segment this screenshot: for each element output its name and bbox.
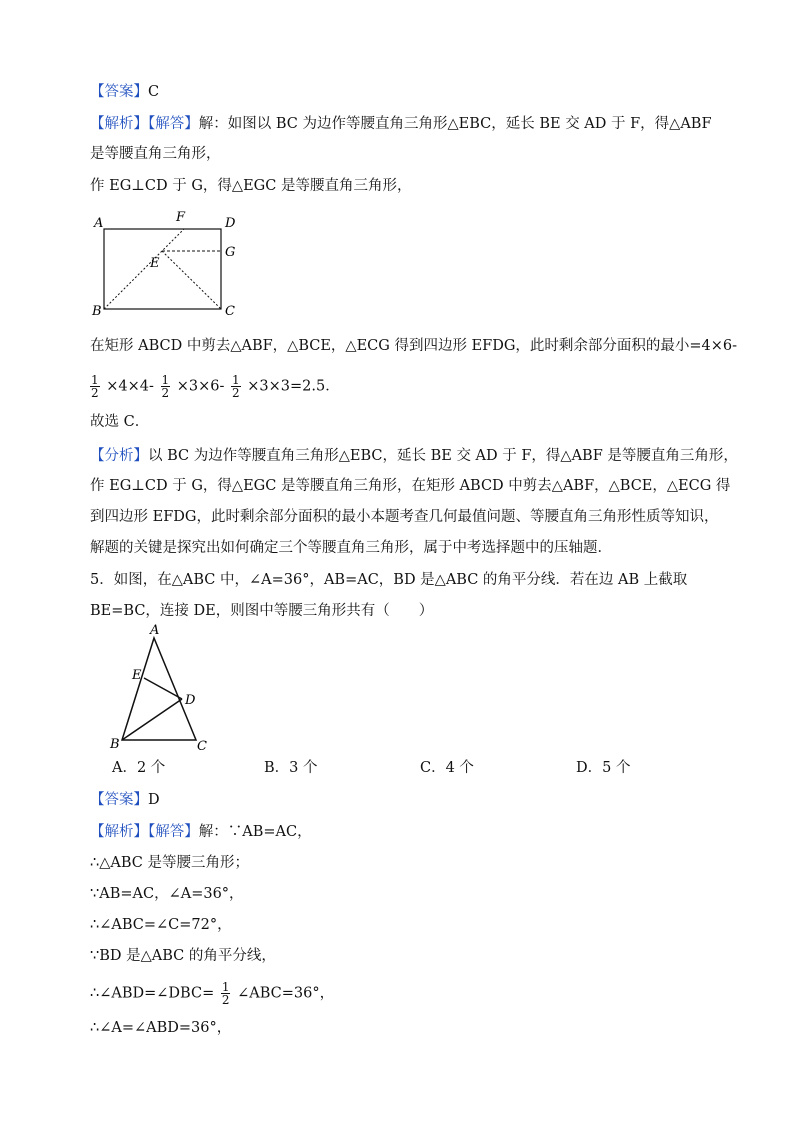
triangle-abc xyxy=(122,638,196,740)
solution-line-4: 在矩形 ABCD 中剪去△ABF，△BCE，△ECG 得到四边形 EFDG，此时剩余部分面积的最小=4×6- xyxy=(90,338,738,354)
label-b: B xyxy=(110,737,120,752)
label-e: E xyxy=(132,668,142,683)
option-d: D．5 个 xyxy=(576,760,631,776)
solution2-line-2: ∴△ABC 是等腰三角形； xyxy=(90,855,249,871)
answer-value: D xyxy=(148,792,160,808)
analysis-line-4: 解题的关键是探究出如何确定三个等腰直角三角形，属于中考选择题中的压轴题． xyxy=(90,540,612,556)
answer-tag: 【答案】 xyxy=(90,792,148,808)
solution-line-2: 是等腰直角三角形， xyxy=(90,146,221,162)
label-a: A xyxy=(150,623,160,638)
analysis-line-2: 作 EG⊥CD 于 G，得△EGC 是等腰直角三角形，在矩形 ABCD 中剪去△ABF，△BCE，△ECG 得 xyxy=(90,478,731,494)
solution2-line-3: ∵AB=AC，∠A=36°， xyxy=(90,886,244,902)
analysis-tag: 【解析】 xyxy=(90,116,148,132)
option-c: C．4 个 xyxy=(420,760,474,776)
rectangle-figure xyxy=(88,205,248,320)
solution-tag: 【解答】 xyxy=(148,116,199,132)
label-d: D xyxy=(225,216,236,231)
analysis-line-1: 【分析】以 BC 为边作等腰直角三角形△EBC，延长 BE 交 AD 于 F，得△ABF 是等腰直角三角形， xyxy=(90,448,738,464)
analysis-tag: 【解析】 xyxy=(90,824,148,840)
solution2-line-7: ∴∠A=∠ABD=36°， xyxy=(90,1020,232,1036)
fraction-half: $\frac{1}{2}$ xyxy=(232,373,240,400)
label-e: E xyxy=(150,256,160,271)
fraction-half: $\frac{1}{2}$ xyxy=(161,373,170,400)
answer-tag: 【答案】 xyxy=(90,84,148,100)
label-f: F xyxy=(176,210,186,225)
solution-line-6: 故选 C． xyxy=(90,414,150,430)
rectangle-abcd xyxy=(104,229,221,309)
line-bf xyxy=(104,229,184,309)
label-d: D xyxy=(185,693,196,708)
triangle-figure xyxy=(104,622,214,754)
solution-line-1 xyxy=(90,114,712,134)
solution2-line-4: ∴∠ABC=∠C=72°， xyxy=(90,917,232,933)
solution2-line-1: 【解析】【解答】解：∵AB=AC， xyxy=(90,824,312,840)
solution-formula: $\frac{1}{2}$ ×4×4- $\frac{1}{2}$ ×3×6- $\frac{1}{2}$ ×3×3=2.5． xyxy=(91,373,340,400)
line-ed xyxy=(144,678,182,699)
fraction-half: $\frac{1}{2}$ xyxy=(221,980,230,1007)
fraction-half: $\frac{1}{2}$ xyxy=(91,373,99,400)
option-a: A．2 个 xyxy=(112,760,166,776)
solution2-line-6: ∴∠ABD=∠DBC= $\frac{1}{2}$ ∠ABC=36°， xyxy=(90,980,335,1007)
answer-line-1 xyxy=(90,82,159,102)
solution-text: 解：如图以 BC 为边作等腰直角三角形△EBC，延长 BE 交 AD 于 F，得△ABF xyxy=(198,116,712,132)
label-a: A xyxy=(94,216,104,231)
label-c: C xyxy=(225,304,235,319)
label-b: B xyxy=(92,304,102,319)
question-5-line-1: 5．如图，在△ABC 中，∠A=36°，AB=AC，BD 是△ABC 的角平分线．若在边 AB 上截取 xyxy=(90,572,688,588)
answer-line-2 xyxy=(90,790,160,810)
label-c: C xyxy=(197,739,207,754)
solution2-line-5: ∵BD 是△ABC 的角平分线， xyxy=(90,948,276,964)
solution-line-3: 作 EG⊥CD 于 G，得△EGC 是等腰直角三角形， xyxy=(90,178,412,194)
label-g: G xyxy=(225,245,236,260)
line-ec xyxy=(162,251,221,309)
analysis-line-3: 到四边形 EFDG，此时剩余部分面积的最小本题考查几何最值问题、等腰直角三角形性质等知识， xyxy=(90,509,719,525)
line-bd xyxy=(122,699,182,740)
option-b: B．3 个 xyxy=(264,760,318,776)
answer-value: C xyxy=(148,84,160,100)
solution-tag: 【解答】 xyxy=(148,824,199,840)
analysis-tag: 【分析】 xyxy=(90,448,148,464)
question-5-line-2: BE=BC，连接 DE，则图中等腰三角形共有（ ） xyxy=(90,603,434,619)
